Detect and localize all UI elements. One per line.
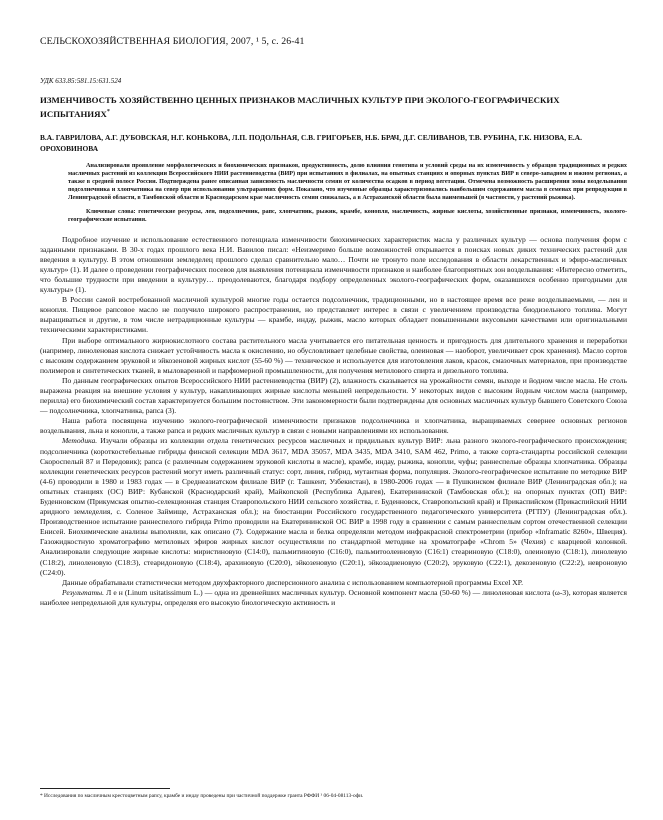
keywords: [68, 208, 627, 224]
footnote: * Исследования по масличным крестоцветным рапсу, крамбе и индау проведены при частичной поддержке гранта РФФИ ¹ 06-04-08113-офи.: [40, 793, 364, 799]
methods-label: Методика.: [62, 436, 98, 446]
abstract-text: Анализировали проявление морфологических и биохимических признаков, продуктивность, долю влияния генотипа и условий среды на их изменчивость у образцов традиционных и редких масличных растений из коллекции Всероссийского НИИ растениеводства (ВИР) при испытаниях в филиалах, на опытных станциях и опорных пунктах ВИР в северо-западном и южном регионах, а также в средней полосе России. Подтверждена ранее описанная зависимость масличности семян от количества осадков в период вегетации. Отмечена возможность расширения зоны возделывания подсолнечника и хлопчатника на север при использовании ультраранних форм. Показано, что изученные образцы характеризовались наибольшим содержанием масла в семенах при репродукции в Ленинградской области, в Тамбовской области и Краснодарском крае масличность семян снижалась, а в Астраханской области была наименьшей (в частности, у растений рыжика).: [68, 162, 627, 202]
paragraph: При выборе оптимального жирнокислотного состава растительного масла учитывается его питательная ценность и пригодность для длительного хранения и переработки (например, линоленовая кислота снижает устойчивость масла к окислению, но обусловливает целебные свойства, олеиновая — наоборот, увеличивает срок хранения). Масло сортов с высоким содержанием эруковой и эйкозеновой жирных кислот (55-60 %) — техническое и используется для изготовления лаков, красок, смазочных материалов, при производстве полимеров и синтетических тканей, в мыловаренной и парфюмерной промышленности, для получения метилового спирта и дизельного топлива.: [40, 335, 627, 375]
journal-header: СЕЛЬСКОХОЗЯЙСТВЕННАЯ БИОЛОГИЯ, 2007, ¹ 5, с. 26-41: [40, 36, 305, 47]
paragraph: Подробное изучение и использование естественного потенциала изменчивости биохимических характеристик масла у различных культур — основа получения форм с заданными признаками. В 30-х годах прошлого века Н.И. Вавилов писал: «Неизмеримо больше возможностей открывается в поисках новых диких технических растений для введения в культуру. В этом отношении земледелец прошлого сделал сравнительно мало… Почти не тронуто поле исследования в области лекарственных и эфиро-масличных культур» (1). И далее о проведении географических посевов для выявления потенциала изменчивости признаков и наиболее благоприятных зон возделывания: «Интересно отметить, что большие трудности при введении в культуру… преодолеваются, благодаря подбору определенных эколого-географических форм, оказавшихся особенно пригодными для культуры» (1).: [40, 234, 627, 295]
keywords-text: генетические ресурсы, лен, подсолнечник, рапс, хлопчатник, рыжик, крамбе, конопля, масличность, жирные кислоты, хозяйственные признаки, изменчивость, эколого-географические испытания.: [68, 209, 627, 224]
paragraph: Наша работа посвящена изучению эколого-географической изменчивости признаков подсолнечника и хлопчатника, выращиваемых севернее основных регионов возделывания, льна и конопли, а также рапса и редких масличных культур в связи с новыми направлениями их использования.: [40, 416, 627, 436]
results-text: Л е н (Linum usitatissimum L.) — одна из древнейших масличных культур. Основной компонент масла (50-60 %) — линоленовая кислота (ω-3), которая является наиболее непредельной для культуры, определяя его высокую биологическую активность и: [40, 587, 627, 607]
paragraph: По данным географических опытов Всероссийского НИИ растениеводства (ВИР) (2), влажность сказывается на урожайности семян, выходе и йодном числе масла. Не столь выражена реакция на внешние условия у культур, накапливающих жирные кислоты меньшей непредельности. У некоторых видов с высоким йодным числом масла (например, перилла) его биохимический состав характеризуется большим постоянством. Эти закономерности были подтверждены для основных масличных культур бывшего Советского Союза — подсолнечника, хлопчатника, рапса (3).: [40, 375, 627, 416]
abstract: [68, 162, 627, 202]
results-label: Результаты.: [62, 587, 105, 597]
authors: В.А. ГАВРИЛОВА, А.Г. ДУБОВСКАЯ, Н.Г. КОНЬКОВА, Л.П. ПОДОЛЬНАЯ, С.В. ГРИГОРЬЕВ, Н.Б. БРАЧ, Д.Г. СЕЛИВАНОВ, Т.В. РУБИНА, Г.К. НИЗОВА, Е.А. ОРОХОВИНОВА: [40, 132, 582, 153]
article-title: [40, 94, 627, 120]
methods-text: Изучали образцы из коллекции отдела генетических ресурсов масличных и прядильных культур ВИР: льна разного эколого-географического происхождения; подсолнечника (короткостебельные гибриды финской селекции MDA 3617, MDA 35057, MDA 3435, MDA 3410, SAM 462, Primo, а также сорта-стандарты российской селекции Скороспелый 87 и Передовик); рапса (с различным содержанием эруковой кислоты в масле), крамбе, индау, рыжика, конопли, чуфы; раннеспелые образцы хлопчатника. Образцы коллекции генетических ресурсов растений могут иметь различный статус: сорт, линия, гибрид, мутантная форма, популяция. Эколого-географическое испытание по методике ВИР (4-6) проводили в 1980 и 1983 годах — в Среднеазиатском филиале ВИР (г. Ташкент, Узбекистан), в 1980-2006 годах — в Пушкинском филиале ВИР (Ленинградская обл.); на опытных станциях (ОС) ВИР: Кубанской (Краснодарский край), Майкопской (Республика Адыгея), Екатерининской (Тамбовская обл.); на опорных пунктах (ОП) ВИР: Буденновском (Прикумская опытно-селекционная станция Ставропольского НИИ сельского хозяйства, г. Буденновск, Ставропольский край) и Прикаспийском (Прикаспийский НИИ аридного земледелия, с. Соленое Займище, Астраханская обл.); на биостанции Российского государственного педагогического университета (РГПУ) (Ленинградская обл.). Производственное испытание раннеспелого гибрида Primo проводили на Екатерининской ОС ВИР в 1998 году в сравнении с самым раннеспелым сортом отечественной селекции Енисей. Биохимические анализы выполняли, как описано (7). Содержание масла и белка определяли методом инфракрасной спектрометрии (прибор «Infrаmatic 8260», Швеция). Газожидкостную хроматографию метиловых эфиров жирных кислот осуществляли по стандартной методике на хроматографе «Chrom 5» (Чехия) с кварцевой колонкой. Анализировали следующие жирные кислоты: миристиновую (C14:0), пальмитиновую (C16:0), пальмитоолеиновую (C16:1) стеариновую (C18:0), олеиновую (C18:1), линолевую (C18:2), линоленовую (C18:3), стеаридоновую (C18:4), арахиновую (C20:0), эйкозеновую (C20:1), эйкозадиеновую (C20:2), эруковую (C22:1), декозеновую (C22:2), невроновую (C24:0).: [40, 436, 628, 577]
title-text: ИЗМЕНЧИВОСТЬ ХОЗЯЙСТВЕННО ЦЕННЫХ ПРИЗНАКОВ МАСЛИЧНЫХ КУЛЬТУР ПРИ ЭКОЛОГО-ГЕОГРАФИЧЕСКИХ ИСПЫТАНИЯХ: [40, 95, 560, 119]
title-footnote-mark: *: [106, 109, 110, 115]
paragraph: В России самой востребованной масличной культурой многие годы остается подсолнечник, традиционными, но в настоящее время все реже возделываемыми, — лен и конопля. Пищевое рапсовое масло не получило широкого распространения, но представляет интерес в связи с увеличением производства биодизельного топлива. Могут выращиваться и другие, в том числе нетрадиционные культуры — крамбе, индау, рыжик, масло которых обладает повышенными вкусовыми качествами или оригинальными техническими характеристиками.: [40, 295, 627, 335]
results-paragraph: [40, 588, 627, 608]
article-body: [40, 235, 627, 608]
keywords-label: Ключевые слова:: [86, 209, 136, 216]
paragraph: Данные обрабатывали статистически методом двухфакторного дисперсионного анализа с использованием компьютерной программы Excel XP.: [62, 577, 523, 587]
udc-code: УДК 633.85:581.15:631.524: [40, 77, 122, 85]
methods-paragraph: [40, 436, 627, 577]
footnote-divider: [40, 788, 170, 789]
article-page: [40, 36, 627, 608]
